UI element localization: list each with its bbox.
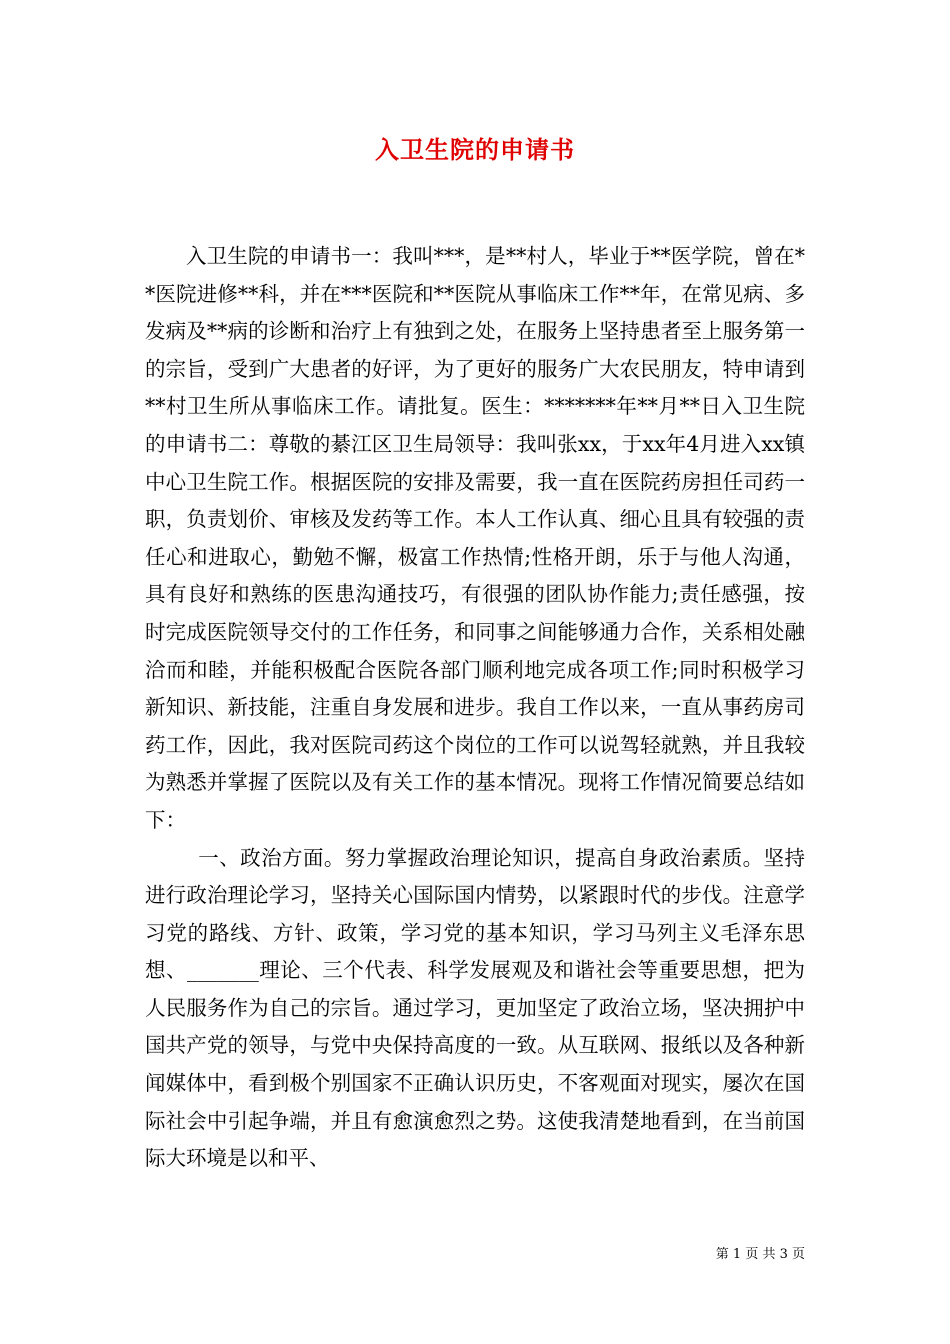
document-body [145,238,805,1178]
paragraph-2: 一、政治方面。努力掌握政治理论知识，提高自身政治素质。坚持进行政治理论学习，坚持关心国际国内情势，以紧跟时代的步伐。注意学习党的路线、方针、政策，学习党的基本知识，学习马列主义毛泽东思想、_______理论、三个代表、科学发展观及和谐社会等重要思想，把为人民服务作为自己的宗旨。通过学习，更加坚定了政治立场，坚决拥护中国共产党的领导，与党中央保持高度的一致。从互联网、报纸以及各种新闻媒体中，看到极个别国家不正确认识历史，不客观面对现实，屡次在国际社会中引起争端，并且有愈演愈烈之势。这使我清楚地看到，在当前国际大环境是以和平、 [145,845,805,1171]
page-number: 第 1 页 共 3 页 [715,1247,805,1262]
document-title: 入卫生院的申请书 [375,135,575,164]
paragraph-1: 入卫生院的申请书一：我叫***，是**村人，毕业于**医学院，曾在**医院进修**科，并在***医院和**医院从事临床工作**年，在常见病、多发病及**病的诊断和治疗上有独到之处，在服务上坚持患者至上服务第一的宗旨，受到广大患者的好评，为了更好的服务广大农民朋友，特申请到**村卫生所从事临床工作。请批复。医生：*******年**月**日入卫生院的申请书二：尊敬的綦江区卫生局领导：我叫张xx，于xx年4月进入xx镇中心卫生院工作。根据医院的安排及需要，我一直在医院药房担任司药一职，负责划价、审核及发药等工作。本人工作认真、细心且具有较强的责任心和进取心，勤勉不懈，极富工作热情;性格开朗，乐于与他人沟通，具有良好和熟练的医患沟通技巧，有很强的团队协作能力;责任感强，按时完成医院领导交付的工作任务，和同事之间能够通力合作，关系相处融洽而和睦，并能积极配合医院各部门顺利地完成各项工作;同时积极学习新知识、新技能，注重自身发展和进步。我自工作以来，一直从事药房司药工作，因此，我对医院司药这个岗位的工作可以说驾轻就熟，并且我较为熟悉并掌握了医院以及有关工作的基本情况。现将工作情况简要总结如下： [145,244,805,832]
